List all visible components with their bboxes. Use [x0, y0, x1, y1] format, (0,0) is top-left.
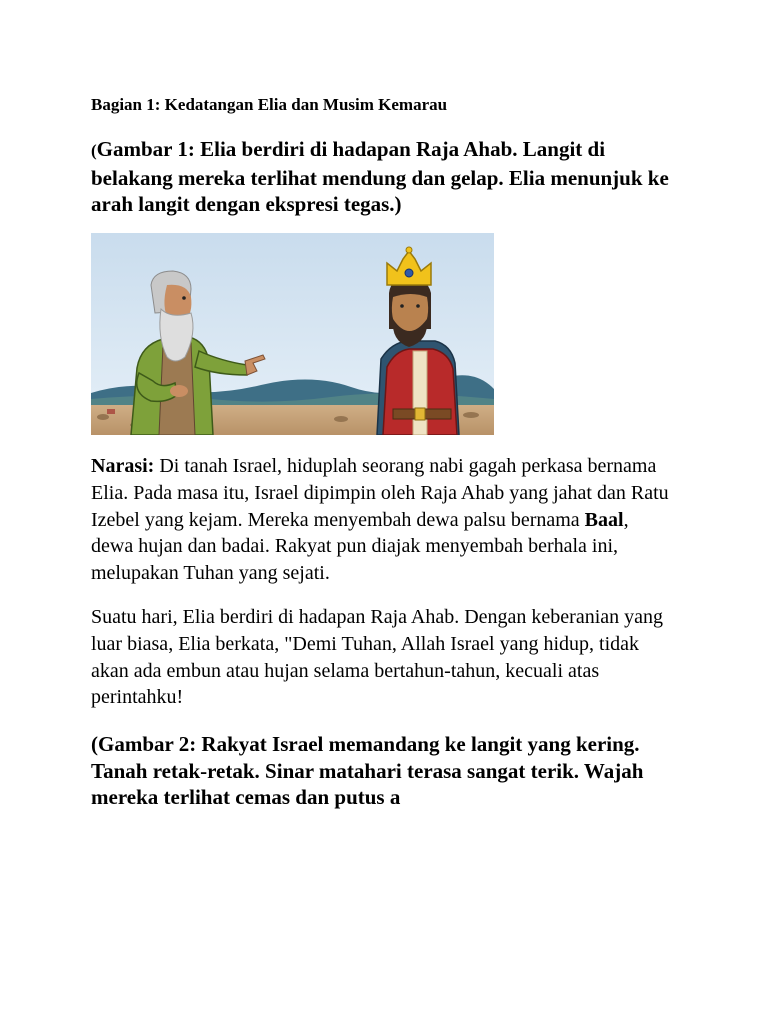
- ahab-eye-left: [400, 304, 404, 308]
- ahab-eye-right: [416, 304, 420, 308]
- narration-text-part2: , dewa hujan dan badai. Rakyat pun diajak menyembah berhala ini, melupakan Tuhan yang sejati.: [91, 508, 629, 585]
- figure-2-caption: (Gambar 2: Rakyat Israel memandang ke langit yang kering. Tanah retak-retak. Sinar matahari terasa sangat terik. Wajah mereka terlihat cemas dan putus a: [91, 732, 644, 809]
- section-title: Bagian 1: Kedatangan Elia dan Musim Kemarau: [91, 95, 448, 114]
- ahab-robe-trim: [413, 351, 427, 435]
- figure-1-caption-text: Gambar 1: Elia berdiri di hadapan Raja Ahab. Langit di belakang mereka terlihat mendung dan gelap. Elia menunjuk ke arah langit dengan ekspresi tegas.): [91, 137, 669, 216]
- ahab-belt-buckle: [415, 408, 425, 420]
- illustration-elia-and-ahab: [91, 233, 494, 435]
- narration-text-part1: Di tanah Israel, hiduplah seorang nabi gagah perkasa bernama Elia. Pada masa itu, Israel dipimpin oleh Raja Ahab yang jahat dan Ratu Izebel yang kejam. Mereka menyembah dewa palsu bernama: [91, 455, 669, 531]
- crown-top: [406, 247, 412, 253]
- caption-open-paren: (: [91, 141, 97, 160]
- story-paragraph-2: Suatu hari, Elia berdiri di hadapan Raja Ahab. Dengan keberanian yang luar biasa, Elia berkata, "Demi Tuhan, Allah Israel yang hidup, tidak akan ada embun atau hujan selama bertahun-tahun, kecuali atas perintahku!: [91, 606, 664, 709]
- narration-label: Narasi:: [91, 455, 155, 477]
- narration-paragraph: [91, 453, 671, 587]
- elia-left-hand: [170, 385, 188, 397]
- elia-eye: [182, 296, 186, 300]
- figure-1-caption: [91, 136, 671, 218]
- baal-bold-word: Baal: [584, 508, 624, 531]
- crown-jewel: [405, 269, 413, 277]
